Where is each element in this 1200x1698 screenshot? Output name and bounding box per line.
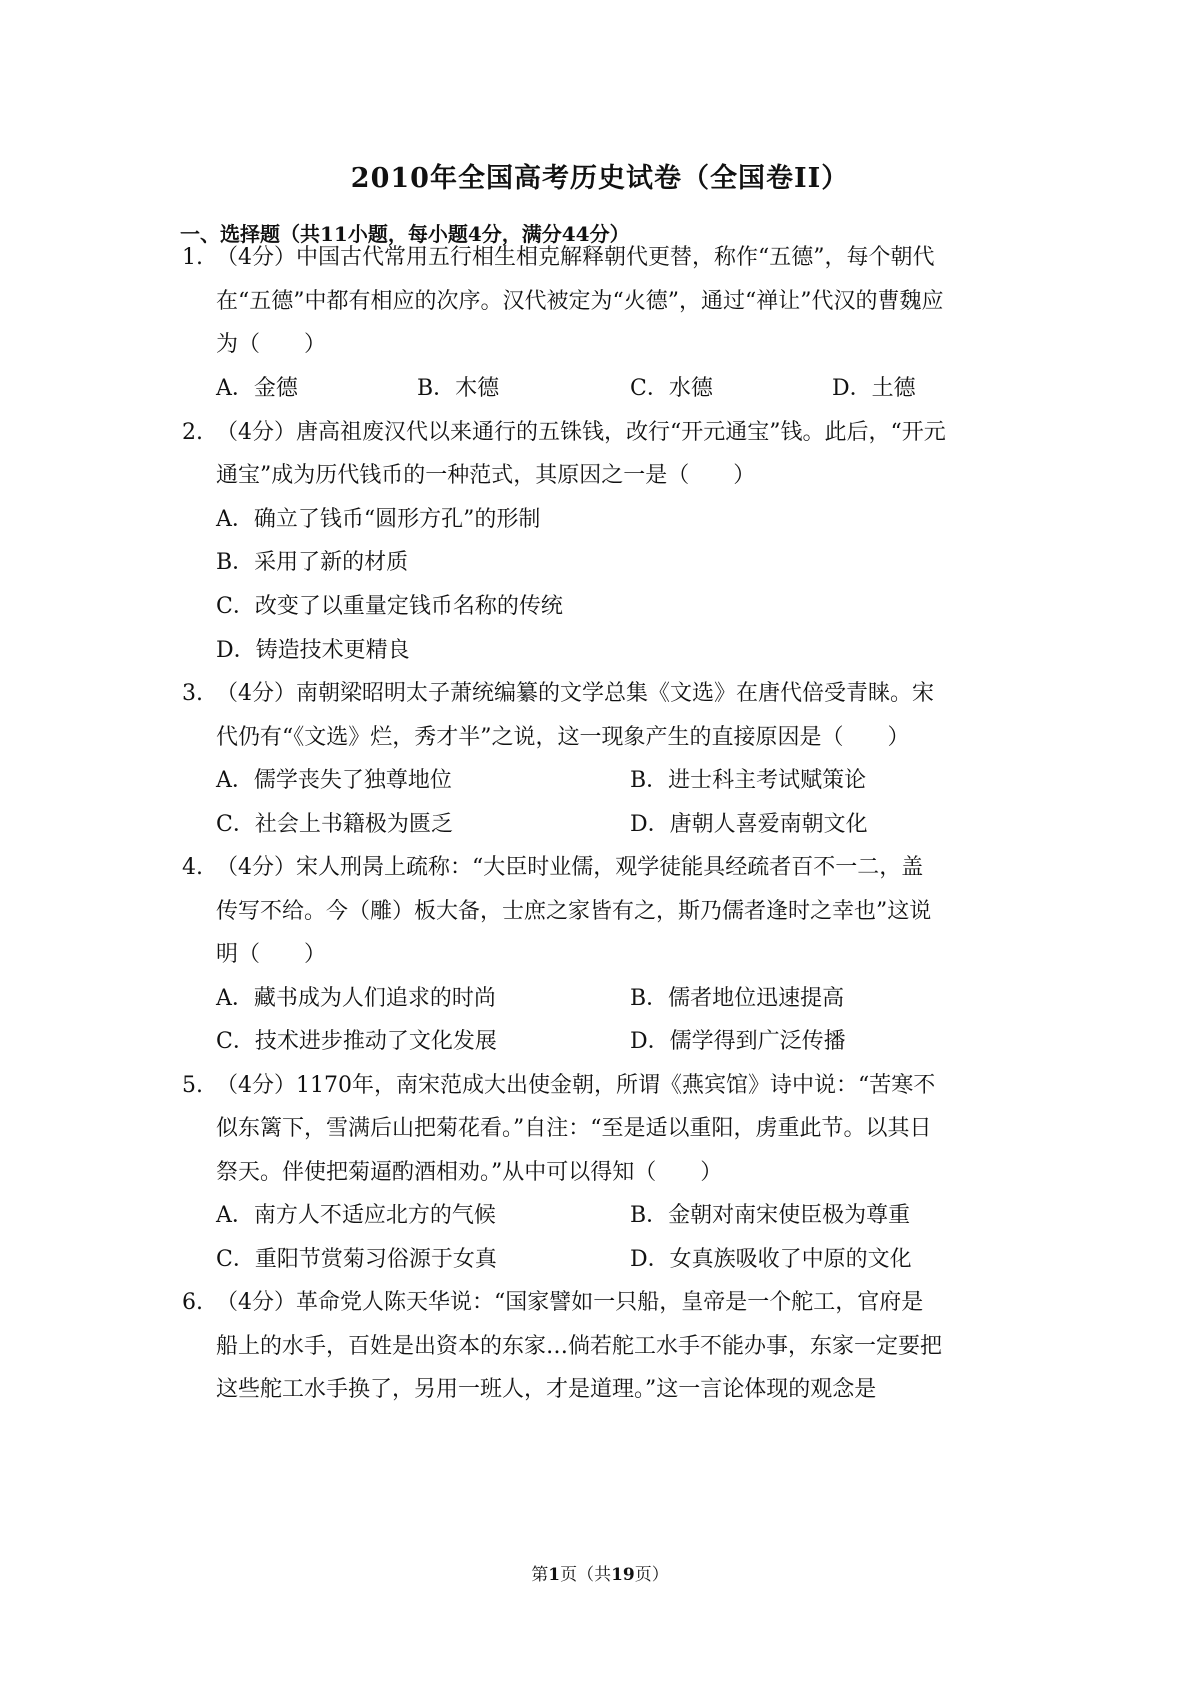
option-d: D．儒学得到广泛传播 — [630, 1029, 846, 1054]
option-b: B．儒者地位迅速提高 — [630, 986, 845, 1011]
question-4-line-2: 传写不给。今（雕）板大备，士庶之家皆有之，斯乃儒者逢时之幸也”这说 — [216, 899, 932, 924]
option-a: A．儒学丧失了独尊地位 — [216, 768, 452, 793]
option-c: C．社会上书籍极为匮乏 — [216, 812, 453, 837]
question-number: 6. — [182, 1290, 203, 1315]
option-a: A．南方人不适应北方的气候 — [216, 1203, 496, 1228]
question-5-line-3: 祭天。伴使把菊逼酌酒相劝。”从中可以得知（ ） — [216, 1160, 723, 1185]
option-a: A．确立了钱币“圆形方孔”的形制 — [216, 507, 541, 532]
option-b: B．金朝对南宋使臣极为尊重 — [630, 1203, 911, 1228]
question-6-line-3: 这些舵工水手换了，另用一班人，才是道理。”这一言论体现的观念是 — [216, 1377, 877, 1402]
option-a: A．藏书成为人们追求的时尚 — [216, 986, 496, 1011]
page-number: 1 — [548, 1565, 561, 1585]
option-d: D．土德 — [832, 376, 916, 401]
question-1-line-3: 为（ ） — [216, 332, 327, 357]
question-number: 4. — [182, 855, 203, 880]
question-number: 3. — [182, 681, 203, 706]
total-pages: 19 — [611, 1565, 635, 1585]
page-footer: 第1页（共19页） — [531, 1565, 669, 1585]
question-4-line-1: 4. （4分）宋人刑昺上疏称：“大臣时业儒，观学徒能具经疏者百不一二，盖 — [182, 853, 1022, 883]
question-5-line-2: 似东篱下，雪满后山把菊花看。”自注：“至是适以重阳，虏重此节。以其日 — [216, 1116, 932, 1141]
option-d: D．唐朝人喜爱南朝文化 — [630, 812, 868, 837]
question-number: 1. — [182, 245, 203, 270]
question-3-line-2: 代仍有“《文选》烂，秀才半”之说，这一现象产生的直接原因是（ ） — [216, 725, 910, 750]
question-number: 2. — [182, 420, 203, 445]
question-1-line-1: 1. （4分）中国古代常用五行相生相克解释朝代更替，称作“五德”，每个朝代 — [182, 243, 1022, 273]
option-c: C．重阳节赏菊习俗源于女真 — [216, 1247, 497, 1272]
section-heading: 一、选择题（共11小题，每小题4分，满分44分） — [180, 222, 630, 246]
option-c: C．水德 — [630, 376, 713, 401]
option-b: B．木德 — [417, 376, 500, 401]
page-title: 2010年全国高考历史试卷（全国卷II） — [350, 163, 850, 194]
question-number: 5. — [182, 1073, 203, 1098]
option-a: A．金德 — [216, 376, 298, 401]
question-4-line-3: 明（ ） — [216, 942, 327, 967]
option-b: B．进士科主考试赋策论 — [630, 768, 867, 793]
question-6-line-1: 6. （4分）革命党人陈天华说：“国家譬如一只船，皇帝是一个舵工，官府是 — [182, 1288, 1022, 1318]
option-d: D．铸造技术更精良 — [216, 638, 410, 663]
question-2-line-1: 2. （4分）唐高祖废汉代以来通行的五铢钱，改行“开元通宝”钱。此后，“开元 — [182, 418, 1022, 448]
question-6-line-2: 船上的水手，百姓是出资本的东家…倘若舵工水手不能办事，东家一定要把 — [216, 1334, 943, 1359]
option-d: D．女真族吸收了中原的文化 — [630, 1247, 912, 1272]
question-1-line-2: 在“五德”中都有相应的次序。汉代被定为“火德”，通过“禅让”代汉的曹魏应 — [216, 289, 944, 314]
question-2-line-2: 通宝”成为历代钱币的一种范式，其原因之一是（ ） — [216, 463, 756, 488]
option-c: C．改变了以重量定钱币名称的传统 — [216, 594, 563, 619]
option-b: B．采用了新的材质 — [216, 550, 409, 575]
question-3-line-1: 3. （4分）南朝梁昭明太子萧统编纂的文学总集《文选》在唐代倍受青睐。宋 — [182, 679, 1022, 709]
option-c: C．技术进步推动了文化发展 — [216, 1029, 497, 1054]
question-5-line-1: 5. （4分）1170年，南宋范成大出使金朝，所谓《燕宾馆》诗中说：“苦寒不 — [182, 1071, 1022, 1101]
